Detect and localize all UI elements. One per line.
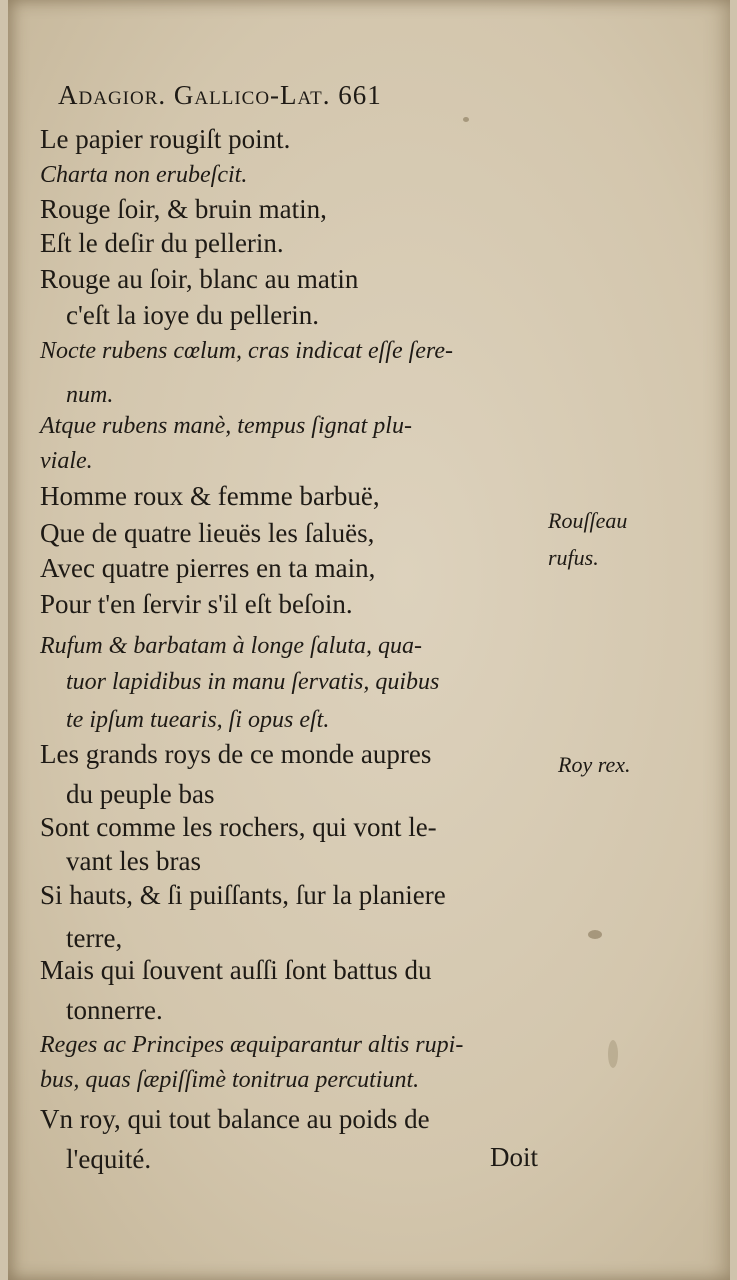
text-line: te ipſum tuearis, ſi opus eſt. — [66, 707, 330, 733]
text-line: vant les bras — [66, 846, 201, 876]
text-line: viale. — [40, 448, 93, 474]
text-line: c'eſt la ioye du pellerin. — [66, 300, 320, 330]
text-line: Si hauts, & ſi puiſſants, ſur la planiere — [40, 880, 446, 910]
text-line: Sont comme les rochers, qui vont le- — [40, 812, 437, 842]
running-header: Adagior. Gallico-Lat. 661 — [58, 80, 382, 110]
ink-smudge — [608, 1040, 618, 1068]
text-line: Pour t'en ſervir s'il eſt beſoin. — [40, 589, 353, 619]
margin-note: Rouſſeau — [548, 508, 628, 533]
text-line: Rouge ſoir, & bruin matin, — [40, 194, 327, 224]
text-line: Avec quatre pierres en ta main, — [40, 553, 376, 583]
margin-note: rufus. — [548, 545, 599, 570]
margin-note: Roy rex. — [558, 752, 631, 777]
ink-smudge — [588, 930, 602, 939]
text-line: du peuple bas — [66, 779, 215, 809]
text-line: l'equité. — [66, 1144, 152, 1174]
text-line: Reges ac Principes æquiparantur altis rupi- — [40, 1032, 464, 1058]
text-line: tonnerre. — [66, 995, 163, 1025]
text-line: tuor lapidibus in manu ſervatis, quibus — [66, 669, 440, 695]
text-line: Homme roux & femme barbuë, — [40, 481, 380, 511]
text-line: Mais qui ſouvent auſſi ſont battus du — [40, 955, 432, 985]
text-line: Atque rubens manè, tempus ſignat plu- — [40, 413, 412, 439]
text-line: Rouge au ſoir, blanc au matin — [40, 264, 359, 294]
text-line: Vn roy, qui tout balance au poids de — [40, 1104, 430, 1134]
text-line: Les grands roys de ce monde aupres — [40, 739, 432, 769]
catchword: Doit — [490, 1142, 539, 1172]
text-line: Eſt le deſir du pellerin. — [40, 228, 284, 258]
text-line: Que de quatre lieuës les ſaluës, — [40, 518, 375, 548]
text-line: Nocte rubens cœlum, cras indicat eſſe ſere- — [40, 338, 454, 364]
text-line: bus, quas ſæpiſſimè tonitrua percutiunt. — [40, 1067, 420, 1093]
text-line: terre, — [66, 923, 123, 953]
text-line: Rufum & barbatam à longe ſaluta, qua- — [40, 633, 422, 659]
text-line: Charta non erubeſcit. — [40, 162, 248, 188]
book-page — [8, 0, 730, 1280]
text-line: num. — [66, 382, 114, 408]
text-line: Le papier rougiſt point. — [40, 124, 291, 154]
ink-smudge — [463, 117, 469, 122]
